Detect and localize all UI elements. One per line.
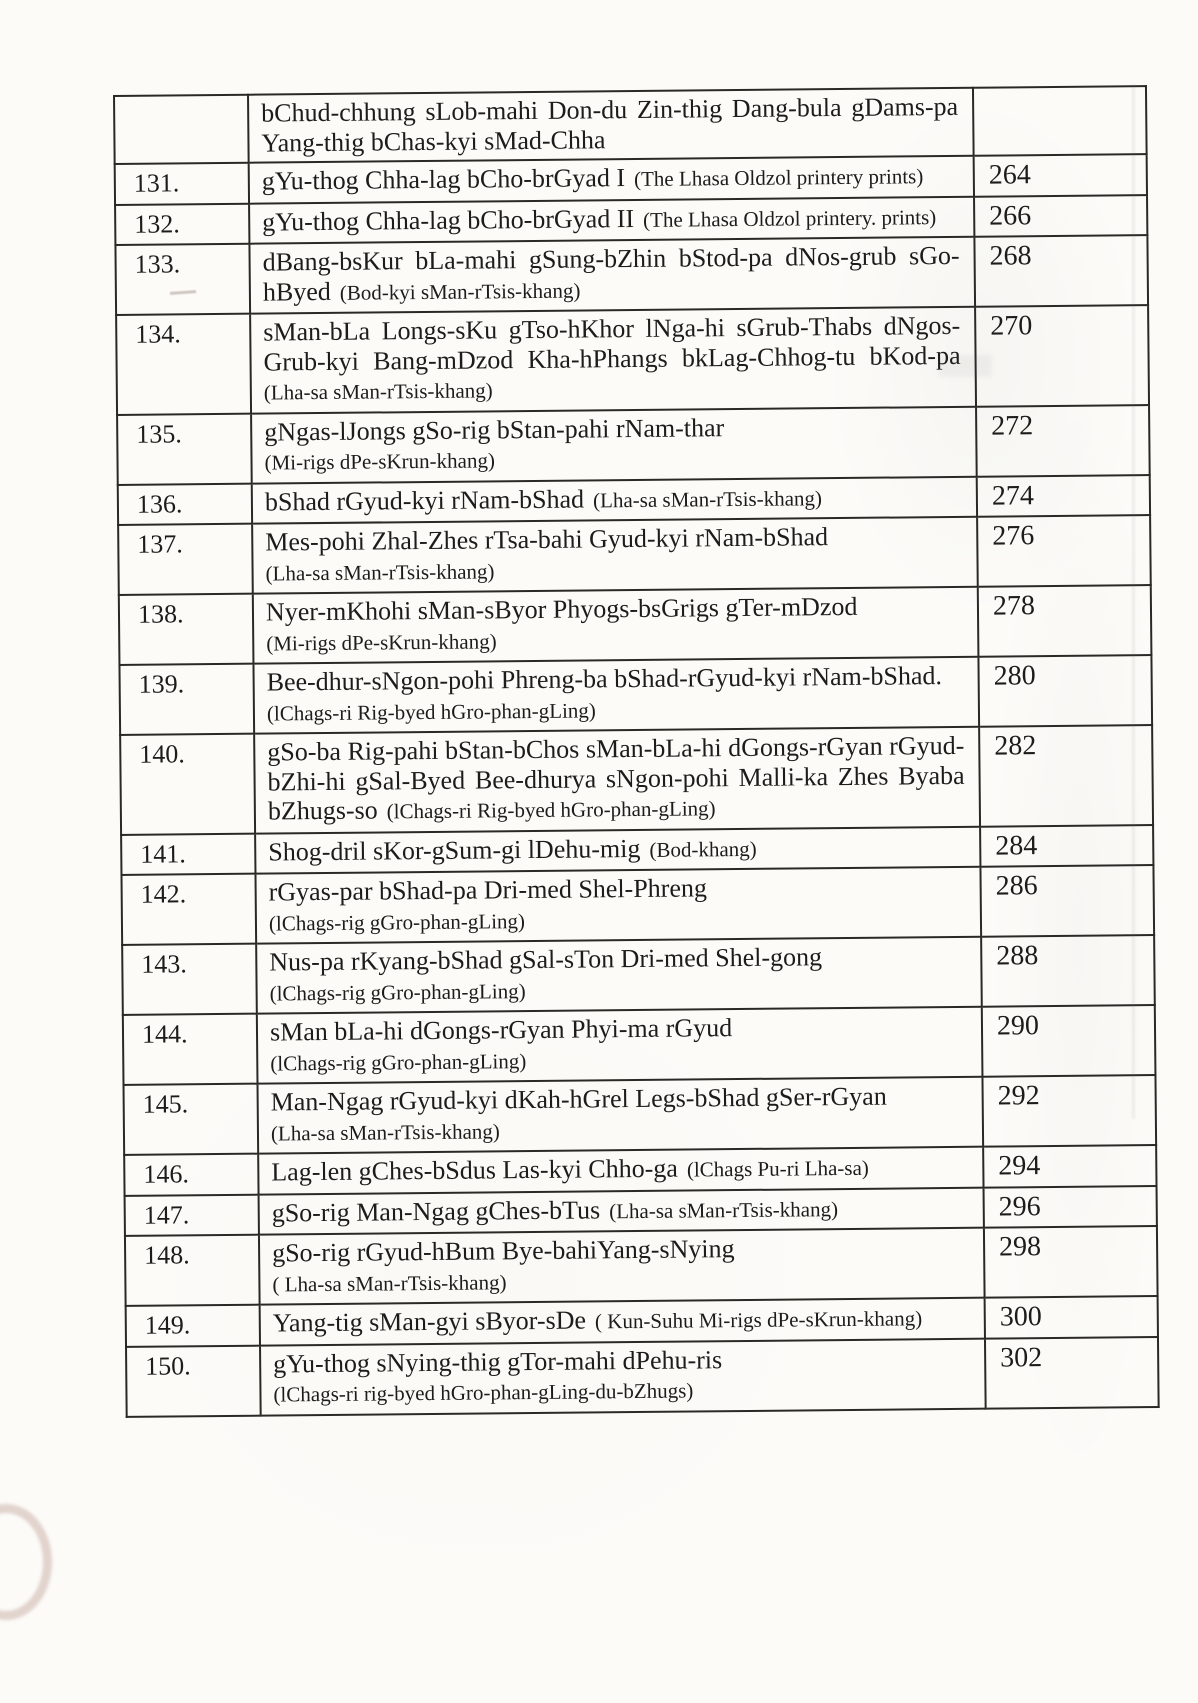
table-row (121, 865, 1154, 945)
title-text: Bee-dhur-sNgon-pohi Phreng-ba bShad-rGyud-kyi rNam-bShad. (266, 661, 943, 697)
entry-number: 138. (119, 594, 254, 665)
entry-number: 150. (126, 1345, 261, 1416)
title-text: Yang-tig sMan-gyi sByor-sDe (272, 1305, 587, 1338)
entry-title (259, 1228, 985, 1305)
entry-page-number (973, 86, 1147, 156)
title-text: rGyas-par bShad-pa Dri-med Shel-Phreng (268, 873, 708, 907)
title-text: Nyer-mKhohi sMan-sByor Phyogs-bsGrigs gTer-mDzod (265, 591, 858, 627)
entry-title (248, 88, 974, 163)
entry-number: 136. (118, 483, 252, 525)
entry-page-number: 280 (978, 655, 1152, 727)
title-text: hByed (262, 276, 331, 307)
title-note: (Bod-kyi sMan-rTsis-khang) (339, 278, 581, 305)
entry-number: 149. (126, 1305, 260, 1347)
entry-title (255, 826, 980, 873)
entry-page-number: 284 (980, 825, 1153, 867)
title-text: gYu-thog Chha-lag bCho-brGyad I (261, 163, 626, 196)
entry-page-number: 300 (985, 1296, 1158, 1338)
entry-page-number: 290 (982, 1005, 1156, 1077)
entry-number: 147. (125, 1194, 259, 1236)
entry-number: 135. (117, 413, 252, 484)
entry-title (254, 727, 980, 833)
title-text: bZhi-hi gSal-Byed Bee-dhurya sNgon-pohi Malli-ka Zhes Byaba (267, 760, 965, 797)
title-note: (Lha-sa sMan-rTsis-khang) (270, 1118, 500, 1146)
title-note: (lChags-ri Rig-byed hGro-phan-gLing) (266, 697, 596, 726)
entry-number: 137. (118, 524, 253, 595)
title-text: gNgas-lJongs gSo-rig bStan-pahi rNam-thar (264, 412, 725, 447)
title-note: (Lha-sa sMan-rTsis-khang) (609, 1196, 839, 1223)
entry-title (249, 196, 974, 243)
entry-title (256, 937, 982, 1014)
entry-page-number: 274 (977, 475, 1150, 517)
title-note: (Lha-sa sMan-rTsis-khang) (263, 378, 493, 405)
entry-title (253, 657, 979, 734)
title-text: bChud-chhung sLob-mahi Don-du Zin-thig Dang-bula gDams-pa (261, 91, 959, 128)
title-note: ( Kun-Suhu Mi-rigs dPe-sKrun-khang) (594, 1306, 923, 1334)
entry-page-number: 266 (974, 195, 1147, 237)
title-text: gSo-ba Rig-pahi bStan-bChos sMan-bLa-hi dGongs-rGyan rGyud- (267, 730, 965, 767)
scan-smudge-artifact (938, 355, 992, 377)
entry-title (255, 867, 981, 944)
entry-page-number: 296 (984, 1186, 1157, 1228)
title-note: ( Lha-sa sMan-rTsis-khang) (272, 1269, 507, 1297)
entry-title (257, 1007, 983, 1084)
entry-title (258, 1147, 983, 1194)
entry-number: 140. (120, 734, 255, 835)
title-note: (Mi-rigs dPe-sKrun-khang) (266, 628, 497, 656)
entry-number: 144. (123, 1014, 258, 1085)
title-note: (Mi-rigs dPe-sKrun-khang) (264, 448, 496, 475)
entry-title (249, 156, 974, 203)
scan-crease-artifact (1132, 84, 1135, 1119)
entry-number: 139. (119, 664, 254, 735)
title-text: gYu-thog Chha-lag bCho-brGyad II (262, 203, 635, 237)
title-text: Grub-kyi Bang-mDzod Kha-hPhangs bkLag-Chhog-tu bKod-pa (263, 340, 961, 377)
table-row (114, 86, 1147, 164)
title-note: (lChags-ri Rig-byed hGro-phan-gLing) (386, 796, 716, 824)
title-note: (The Lhasa Oldzol printery. prints) (642, 204, 937, 232)
entry-page-number: 288 (981, 935, 1155, 1007)
entry-title (260, 1298, 985, 1345)
title-text: gYu-thog sNying-thig gTor-mahi dPehu-ris (273, 1344, 723, 1379)
entry-page-number: 298 (984, 1226, 1158, 1298)
entry-number: 134. (116, 314, 251, 415)
table-row (124, 1075, 1157, 1155)
title-note: (Bod-khang) (649, 836, 757, 862)
entry-title (257, 1077, 983, 1154)
title-text: sMan-bLa Longs-sKu gTso-hKhor lNga-hi sGrub-Thabs dNgos- (263, 310, 961, 347)
table-row (123, 1005, 1156, 1085)
title-text: bShad rGyud-kyi rNam-bShad (264, 483, 585, 517)
table-row (126, 1337, 1159, 1417)
table-row (115, 235, 1148, 315)
title-text: sMan bLa-hi dGongs-rGyan Phyi-ma rGyud (269, 1013, 733, 1047)
scan-punch-hole-artifact (0, 1504, 52, 1620)
entry-page-number: 302 (985, 1337, 1159, 1409)
table-row (119, 585, 1152, 665)
entry-title (260, 1338, 986, 1415)
entry-number: 148. (125, 1235, 260, 1306)
entry-number: 132. (115, 203, 249, 245)
entry-page-number: 270 (975, 305, 1149, 406)
table-row (116, 305, 1149, 414)
entry-page-number: 294 (983, 1145, 1156, 1187)
title-note: (lChags-rig gGro-phan-gLing) (270, 1048, 527, 1076)
entry-title (250, 307, 976, 413)
table-row (120, 725, 1153, 834)
entry-number: 133. (115, 244, 250, 315)
title-note: (lChags Pu-ri Lha-sa) (686, 1155, 869, 1182)
title-text: Mes-pohi Zhal-Zhes rTsa-bahi Gyud-kyi rNam-bShad (265, 522, 829, 557)
entry-title (251, 406, 977, 483)
contents-table-wrapper (113, 86, 1086, 1418)
entry-number: 131. (115, 163, 249, 205)
title-note: (The Lhasa Oldzol printery prints) (633, 164, 924, 192)
title-text: gSo-rig Man-Ngag gChes-bTus (271, 1194, 601, 1228)
title-note: (Lha-sa sMan-rTsis-khang) (592, 485, 823, 512)
table-row (117, 405, 1150, 485)
entry-title (252, 476, 977, 523)
entry-page-number: 272 (976, 405, 1150, 477)
entry-title (253, 587, 979, 664)
entry-number (114, 95, 249, 164)
table-row (118, 515, 1151, 595)
title-text: Man-Ngag rGyud-kyi dKah-hGrel Legs-bShad gSer-rGyan (270, 1081, 887, 1117)
entry-number: 142. (121, 874, 256, 945)
title-note: (Lha-sa sMan-rTsis-khang) (265, 558, 495, 586)
entry-page-number: 268 (974, 235, 1148, 307)
entry-page-number: 276 (977, 515, 1151, 587)
entry-title (259, 1187, 984, 1234)
entry-title (252, 517, 978, 594)
title-text: Lag-len gChes-bSdus Las-kyi Chho-ga (271, 1153, 679, 1187)
entry-page-number: 282 (979, 725, 1153, 826)
entry-page-number: 264 (974, 154, 1147, 196)
entry-number: 141. (121, 833, 255, 875)
contents-table (113, 85, 1160, 1417)
entry-title (249, 237, 975, 314)
entry-page-number: 278 (978, 585, 1152, 657)
table-row (119, 655, 1152, 735)
title-text: dBang-bsKur bLa-mahi gSung-bZhin bStod-pa dNos-grub sGo- (262, 240, 960, 277)
title-text: bZhugs-so (267, 795, 378, 826)
table-row (122, 935, 1155, 1015)
title-text: Nus-pa rKyang-bShad gSal-sTon Dri-med Shel-gong (269, 942, 823, 977)
entry-number: 146. (124, 1154, 258, 1196)
entry-page-number: 292 (982, 1075, 1156, 1147)
entry-page-number: 286 (980, 865, 1154, 937)
title-note: (lChags-rig gGro-phan-gLing) (268, 908, 526, 936)
entry-number: 143. (122, 944, 257, 1015)
title-note: (lChags-ri rig-byed hGro-phan-gLing-du-bZhugs) (273, 1378, 694, 1407)
title-text: Yang-thig bChas-kyi sMad-Chha (261, 124, 606, 158)
title-note: (lChags-rig gGro-phan-gLing) (269, 978, 526, 1006)
title-text: Shog-dril sKor-gSum-gi lDehu-mig (268, 833, 641, 867)
entry-number: 145. (124, 1084, 259, 1155)
title-text: gSo-rig rGyud-hBum Bye-bahiYang-sNying (271, 1234, 735, 1268)
table-row (125, 1226, 1158, 1306)
